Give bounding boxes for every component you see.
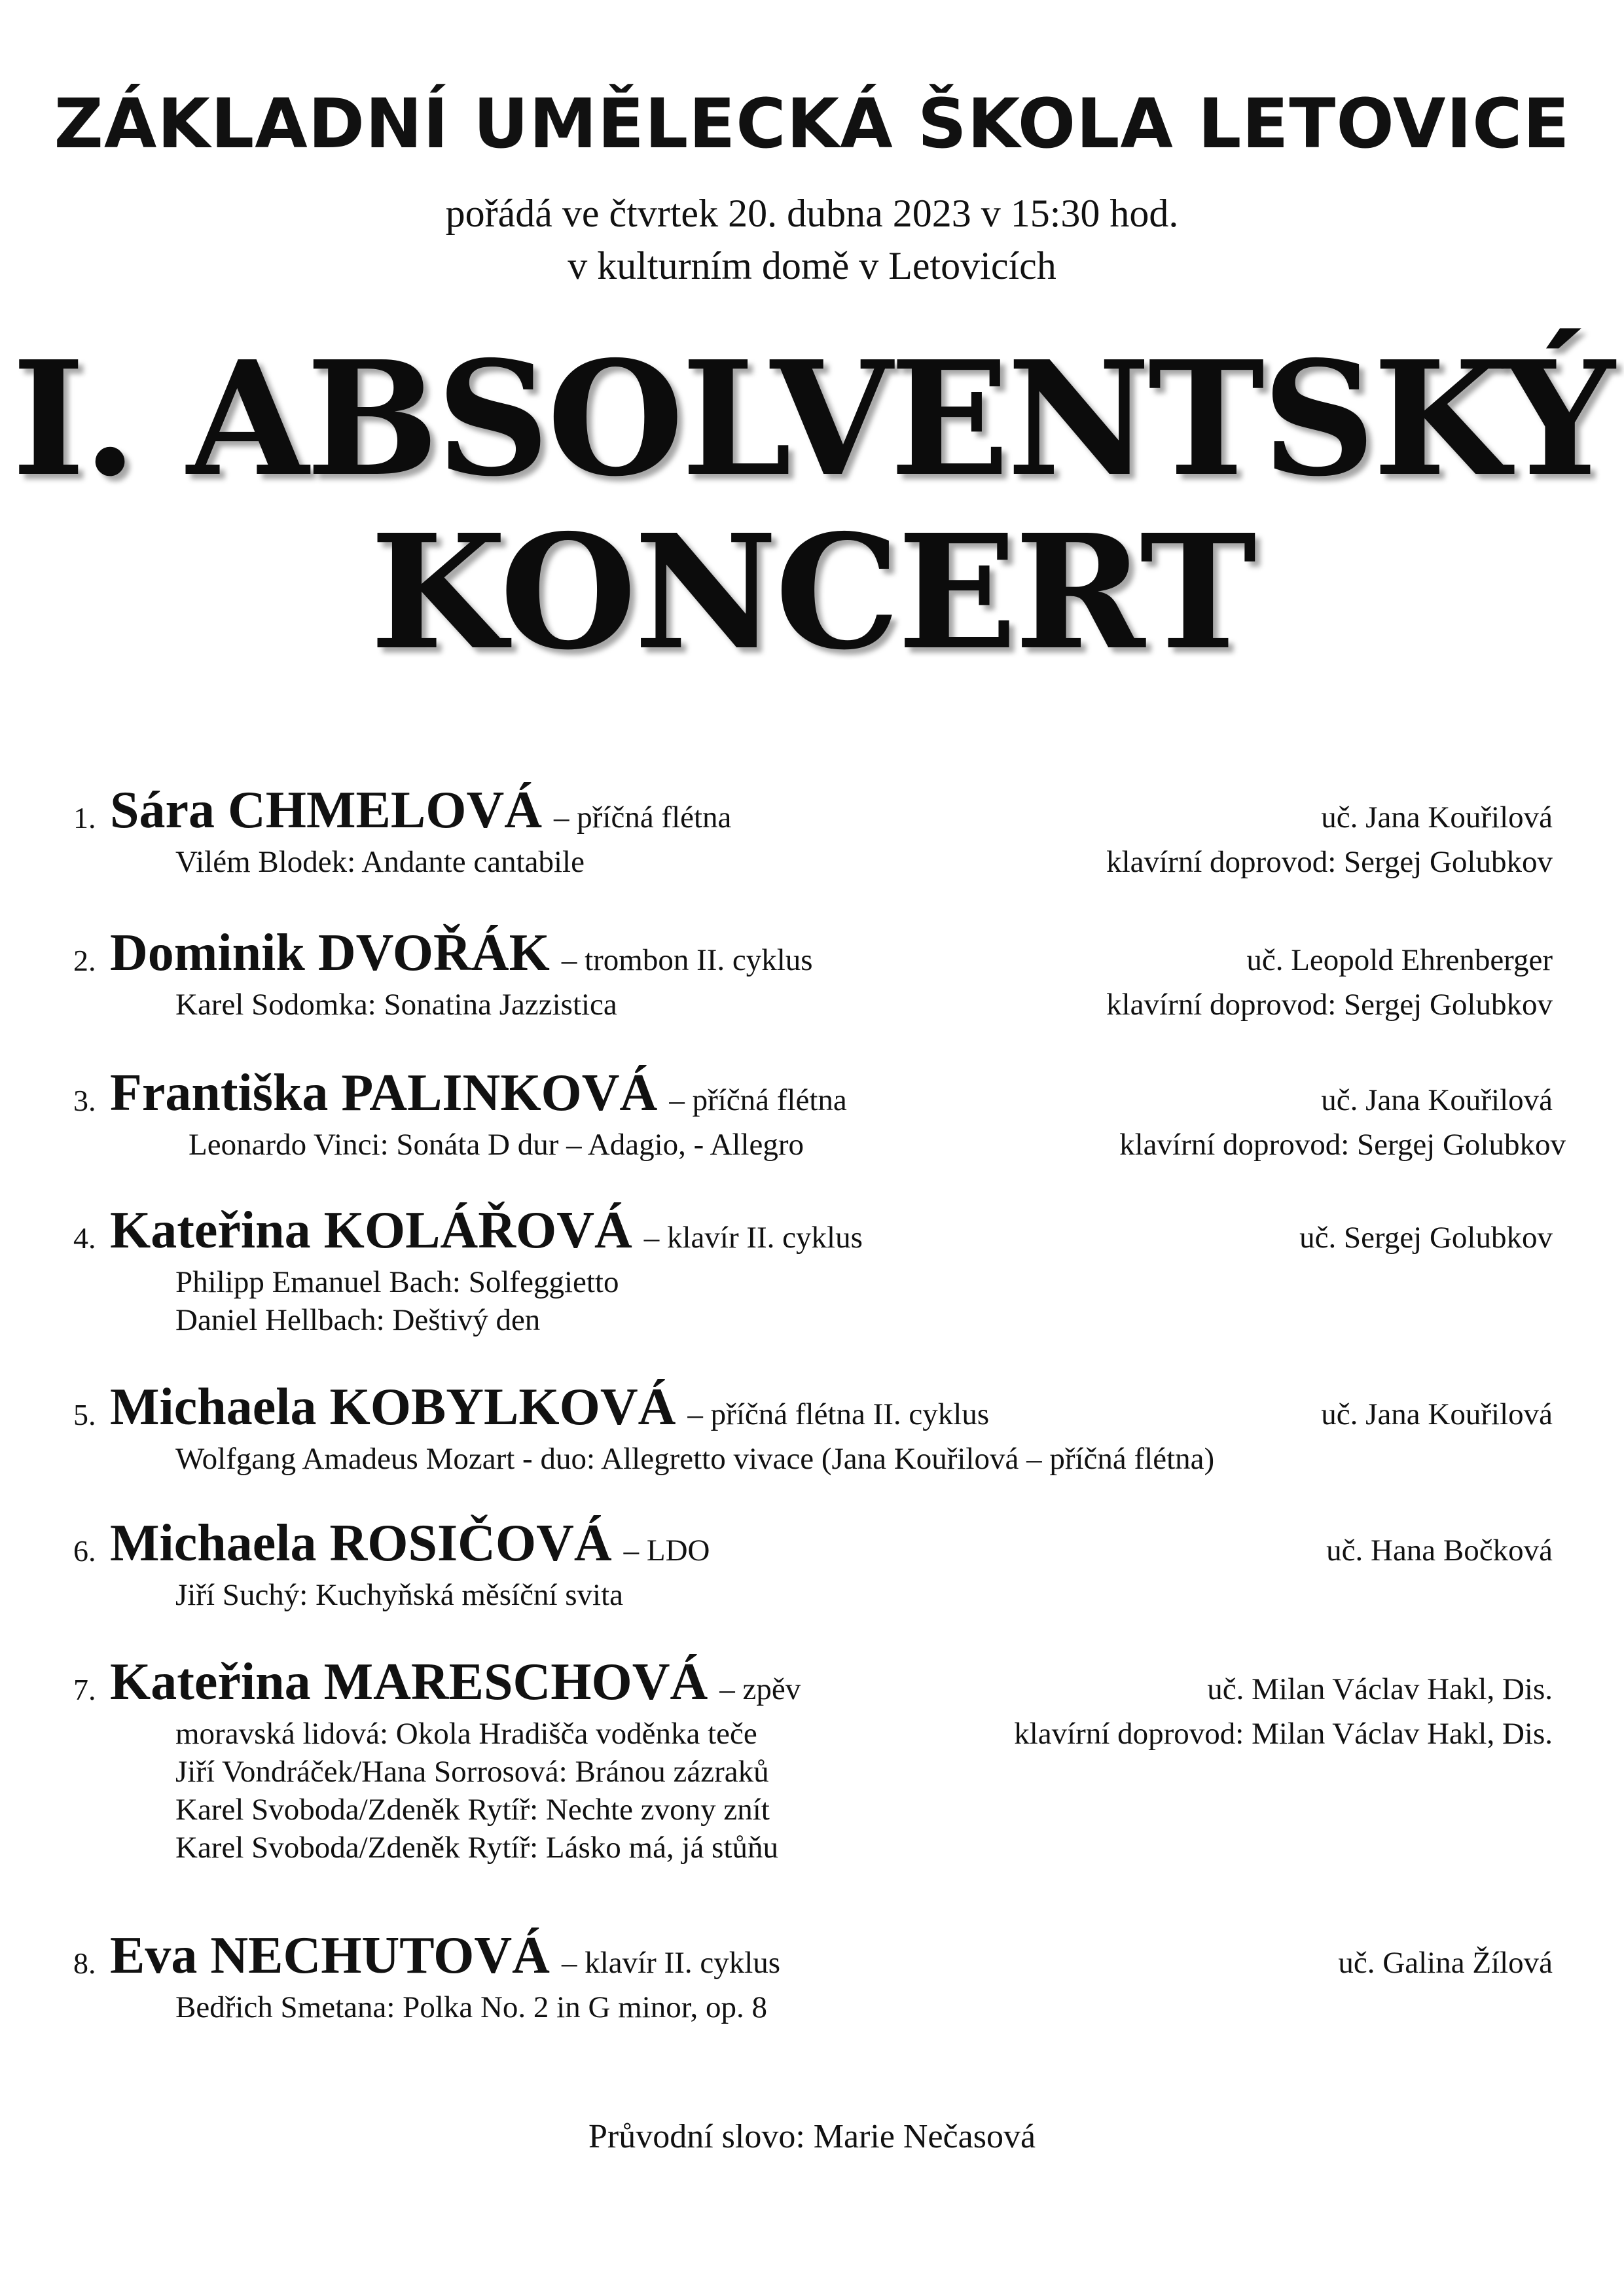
teacher-name: uč. Sergej Golubkov [1299, 1221, 1553, 1255]
program-entry-5 [73, 1369, 1553, 1441]
host-credit: Průvodní slovo: Marie Nečasová [588, 2118, 1036, 2155]
performer-name [110, 781, 731, 840]
performer-name [110, 1653, 801, 1712]
performer-last-name: DVOŘÁK [317, 924, 550, 982]
performer-name [110, 1201, 863, 1261]
piece-title: Jiří Vondráček/Hana Sorrosová: Bránou zázraků [175, 1755, 769, 1789]
performer-first-name: Kateřina [110, 1653, 311, 1711]
performer-first-name: Dominik [110, 924, 305, 982]
piece-title: Jiří Suchý: Kuchyňská měsíční svita [175, 1578, 624, 1612]
performer-first-name: Michaela [110, 1515, 317, 1572]
program-piece-line [175, 987, 1553, 1026]
piano-accompaniment: klavírní doprovod: Sergej Golubkov [1106, 845, 1553, 879]
program-piece-line [175, 1265, 1553, 1304]
entry-number: 4. [73, 1221, 96, 1255]
performer-last-name: MARESCHOVÁ [323, 1653, 708, 1711]
teacher-name: uč. Hana Bočková [1326, 1534, 1553, 1568]
concert-title-line-2: KONCERT [370, 500, 1254, 685]
program-piece-line [175, 844, 1553, 884]
performer-instrument: – příčná flétna [554, 800, 732, 834]
performer-instrument: – zpěv [719, 1672, 801, 1706]
piece-title: Karel Svoboda/Zdeněk Rytíř: Nechte zvony znít [175, 1793, 770, 1827]
piece-title: Leonardo Vinci: Sonáta D dur – Adagio, - Allegro [189, 1128, 804, 1162]
piece-title: Vilém Blodek: Andante cantabile [175, 845, 585, 879]
teacher-name: uč. Galina Žílová [1338, 1946, 1553, 1980]
teacher-name: uč. Leopold Ehrenberger [1246, 943, 1553, 977]
performer-name [110, 1926, 780, 1986]
performer-first-name: Sára [110, 781, 215, 839]
entry-number: 1. [73, 801, 96, 834]
performer-name [110, 1064, 847, 1123]
performer-last-name: ROSIČOVÁ [329, 1515, 612, 1572]
event-venue-line: v kulturním domě v Letovicích [568, 244, 1056, 287]
event-date-line: pořádá ve čtvrtek 20. dubna 2023 v 15:30 hod. [445, 192, 1179, 235]
piece-title: Philipp Emanuel Bach: Solfeggietto [175, 1265, 619, 1299]
piano-accompaniment: klavírní doprovod: Sergej Golubkov [1106, 988, 1553, 1022]
program-piece-line [175, 1716, 1553, 1755]
program-piece-line [175, 1830, 1553, 1869]
performer-instrument: – LDO [623, 1534, 710, 1568]
performer-instrument: – příčná flétna [669, 1083, 847, 1117]
piece-title: Wolfgang Amadeus Mozart - duo: Allegretto vivace (Jana Kouřilová – příčná flétna) [175, 1442, 1215, 1476]
program-entry-7 [73, 1644, 1553, 1716]
program-entry-8 [73, 1918, 1553, 1990]
teacher-name: uč. Milan Václav Hakl, Dis. [1207, 1672, 1553, 1706]
entry-number: 5. [73, 1398, 96, 1431]
program-entry-6 [73, 1505, 1553, 1577]
piece-title: Daniel Hellbach: Deštivý den [175, 1303, 541, 1337]
performer-name [110, 924, 813, 983]
performer-last-name: KOBYLKOVÁ [329, 1378, 676, 1436]
program-entry-3 [73, 1055, 1553, 1127]
piano-accompaniment: klavírní doprovod: Sergej Golubkov [1119, 1128, 1566, 1162]
program-entry-1 [73, 772, 1553, 844]
school-name: ZÁKLADNÍ UMĚLECKÁ ŠKOLA LETOVICE [54, 84, 1570, 164]
performer-first-name: Eva [110, 1927, 198, 1984]
teacher-name: uč. Jana Kouřilová [1321, 1397, 1553, 1431]
performer-last-name: NECHUTOVÁ [210, 1927, 550, 1984]
piece-title: moravská lidová: Okola Hradišča voděnka teče [175, 1717, 757, 1751]
program-piece-line [175, 1990, 1553, 2029]
performer-instrument: – klavír II. cyklus [643, 1221, 863, 1255]
performer-last-name: CHMELOVÁ [228, 781, 542, 839]
program-piece-line [175, 1441, 1553, 1480]
entry-number: 2. [73, 944, 96, 977]
program-piece-line [175, 1577, 1553, 1617]
program-piece-line [175, 1302, 1553, 1342]
program-entry-4 [73, 1193, 1553, 1265]
performer-name [110, 1378, 989, 1437]
performer-first-name: Kateřina [110, 1202, 311, 1259]
teacher-name: uč. Jana Kouřilová [1321, 800, 1553, 834]
entry-number: 6. [73, 1534, 96, 1568]
entry-number: 3. [73, 1084, 96, 1117]
piece-title: Karel Sodomka: Sonatina Jazzistica [175, 988, 617, 1022]
program-piece-line [189, 1127, 1566, 1166]
entry-number: 8. [73, 1946, 96, 1980]
performer-instrument: – příčná flétna II. cyklus [687, 1397, 990, 1431]
piece-title: Karel Svoboda/Zdeněk Rytíř: Lásko má, já stůňu [175, 1831, 778, 1865]
program-piece-line [175, 1754, 1553, 1793]
performer-instrument: – klavír II. cyklus [561, 1946, 781, 1980]
performer-instrument: – trombon II. cyklus [561, 943, 813, 977]
performer-last-name: PALINKOVÁ [341, 1064, 658, 1122]
performer-first-name: Františka [110, 1064, 329, 1122]
piece-title: Bedřich Smetana: Polka No. 2 in G minor, op. 8 [175, 1990, 768, 2024]
entry-number: 7. [73, 1673, 96, 1706]
program-entry-2 [73, 915, 1553, 987]
performer-last-name: KOLÁŘOVÁ [323, 1202, 632, 1259]
teacher-name: uč. Jana Kouřilová [1321, 1083, 1553, 1117]
performer-first-name: Michaela [110, 1378, 317, 1436]
concert-title-line-1: I. ABSOLVENTSKÝ [12, 327, 1612, 511]
program-piece-line [175, 1792, 1553, 1831]
performer-name [110, 1514, 710, 1573]
piano-accompaniment: klavírní doprovod: Milan Václav Hakl, Dis. [1014, 1717, 1553, 1751]
